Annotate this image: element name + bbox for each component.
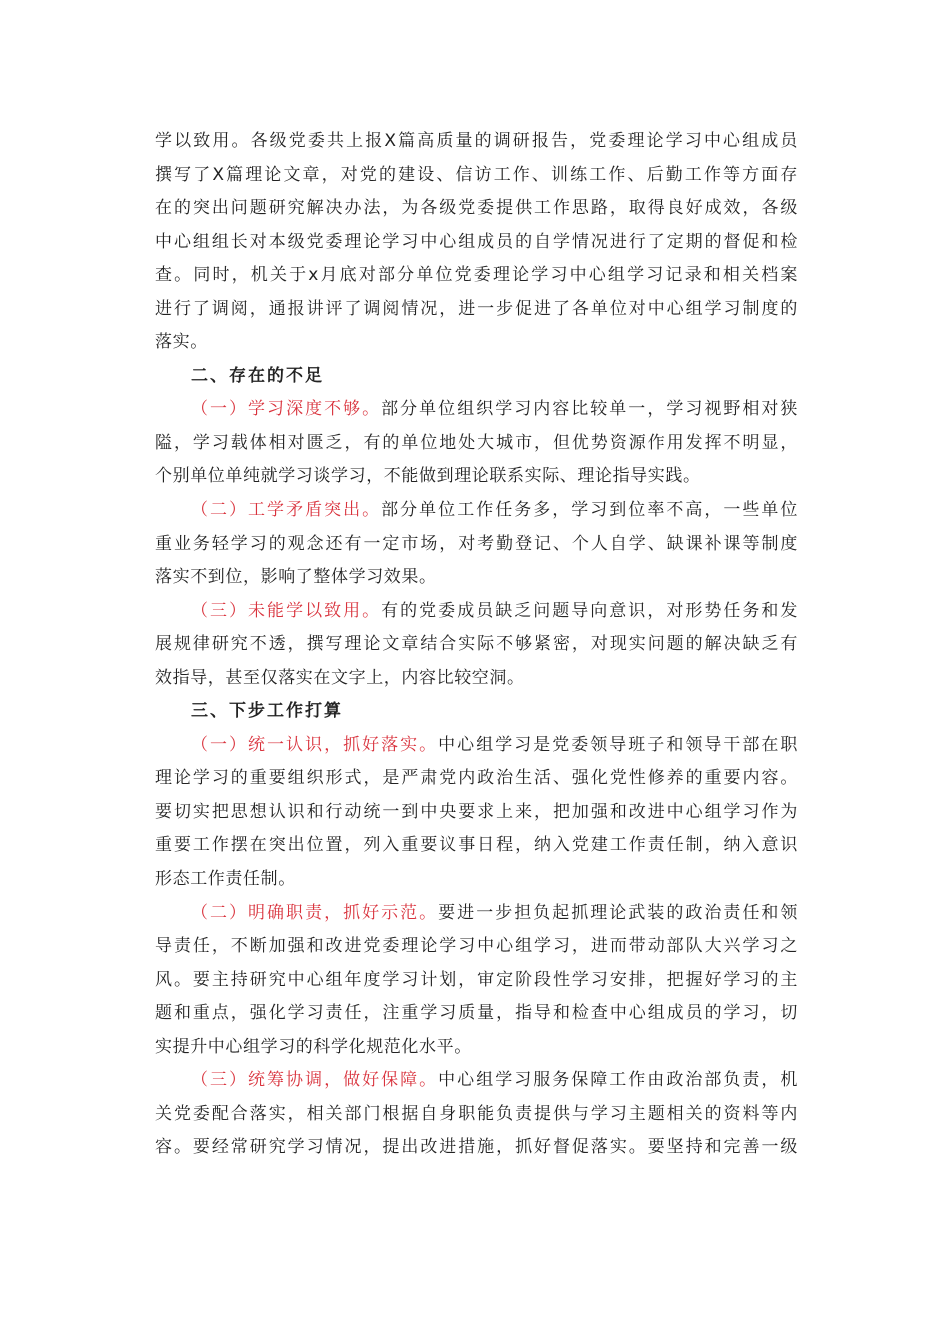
paragraph [155,595,798,696]
paragraph-line [155,326,798,360]
line-text: 中心组学习是党委领导班子和领导干部在职 [438,734,798,755]
line-text: 重业务轻学习的观念还有一定市场，对考勤登记、个人自学、缺课补课等制度 [155,533,798,554]
paragraph-line [155,997,798,1031]
paragraph-line [155,796,798,830]
line-text: 要切实把思想认识和行动统一到中央要求上来，把加强和改进中心组学习作为 [155,801,798,822]
section-heading: 二、存在的不足 [191,365,324,386]
highlighted-subheading: （一）统一认识，抓好落实。 [191,734,439,755]
paragraph-line [155,125,798,159]
line-text: 展规律研究不透，撰写理论文章结合实际不够紧密，对现实问题的解决缺乏有 [155,634,798,655]
line-text: 中心组组长对本级党委理论学习中心组成员的自学情况进行了定期的督促和检 [155,231,798,252]
highlighted-subheading: （三）统筹协调，做好保障。 [191,1070,439,1091]
paragraph-line [155,829,798,863]
paragraph-line [155,293,798,327]
paragraph-line [155,1031,798,1065]
paragraph [155,494,798,595]
paragraph-line [155,662,798,696]
line-text: 落实。 [155,332,208,353]
line-text: 理论学习的重要组织形式，是严肃党内政治生活、强化党性修养的重要内容。 [155,768,798,789]
line-text: 隘，学习载体相对匮乏，有的单位地处大城市，但优势资源作用发挥不明显， [155,432,798,453]
paragraph-line [155,528,798,562]
paragraph-line [155,159,798,193]
paragraph-line [155,595,798,629]
line-text: 落实不到位，影响了整体学习效果。 [155,567,437,588]
paragraph [155,897,798,1065]
paragraph-line [155,762,798,796]
line-text: 撰写了X篇理论文章，对党的建设、信访工作、训练工作、后勤工作等方面存 [155,164,798,185]
line-text: 重要工作摆在突出位置，列入重要议事日程，纳入党建工作责任制，纳入意识 [155,835,798,856]
paragraph-line [155,1098,798,1132]
paragraph-line [155,494,798,528]
section-heading: 三、下步工作打算 [191,701,343,722]
line-text: 部分单位工作任务多，学习到位率不高，一些单位 [381,500,799,521]
line-text: 实提升中心组学习的科学化规范化水平。 [155,1036,472,1057]
paragraph-line [155,930,798,964]
paragraph-line [155,897,798,931]
paragraph-line [155,964,798,998]
paragraph-line [155,1064,798,1098]
line-text: 在的突出问题研究解决办法，为各级党委提供工作思路，取得良好成效，各级 [155,198,798,219]
paragraph [155,1064,798,1165]
line-text: 中心组学习服务保障工作由政治部负责，机 [438,1070,798,1091]
line-text: 学以致用。各级党委共上报X篇高质量的调研报告，党委理论学习中心组成员 [155,131,798,151]
paragraph [155,393,798,494]
line-text: 效指导，甚至仅落实在文字上，内容比较空洞。 [155,667,525,688]
line-text: 有的党委成员缺乏问题导向意识，对形势任务和发 [381,600,799,621]
paragraph-line [155,192,798,226]
paragraph-line [155,393,798,427]
paragraph-line [155,259,798,293]
paragraph-line [155,561,798,595]
paragraph-line [155,226,798,260]
line-text: 容。要经常研究学习情况，提出改进措施，抓好督促落实。要坚持和完善一级 [155,1137,798,1158]
line-text: 要进一步担负起抓理论武装的政治责任和领 [438,902,798,923]
highlighted-subheading: （二）明确职责，抓好示范。 [191,902,439,923]
paragraph-line [155,729,798,763]
paragraph [155,125,798,360]
line-text: 关党委配合落实，相关部门根据自身职能负责提供与学习主题相关的资料等内 [155,1103,798,1124]
line-text: 进行了调阅，通报讲评了调阅情况，进一步促进了各单位对中心组学习制度的 [155,298,798,319]
line-text: 形态工作责任制。 [155,869,296,890]
highlighted-subheading: （三）未能学以致用。 [191,600,382,621]
paragraph-line [155,1131,798,1165]
paragraph-line [155,460,798,494]
line-text: 查。同时，机关于x月底对部分单位党委理论学习中心组学习记录和相关档案 [155,265,798,286]
line-text: 风。要主持研究中心组年度学习计划，审定阶段性学习安排，把握好学习的主 [155,969,798,990]
line-text: 个别单位单纯就学习谈学习，不能做到理论联系实际、理论指导实践。 [155,466,701,487]
highlighted-subheading: （一）学习深度不够。 [191,399,382,420]
paragraph-line [155,427,798,461]
document-page [155,125,798,1165]
line-text: 部分单位组织学习内容比较单一，学习视野相对狭 [381,399,799,420]
paragraph [155,729,798,897]
line-text: 题和重点，强化学习责任，注重学习质量，指导和检查中心组成员的学习，切 [155,1003,798,1024]
highlighted-subheading: （二）工学矛盾突出。 [191,500,382,521]
paragraph-line [155,863,798,897]
line-text: 导责任，不断加强和改进党委理论学习中心组学习，进而带动部队大兴学习之 [155,936,798,957]
paragraph-line [155,628,798,662]
